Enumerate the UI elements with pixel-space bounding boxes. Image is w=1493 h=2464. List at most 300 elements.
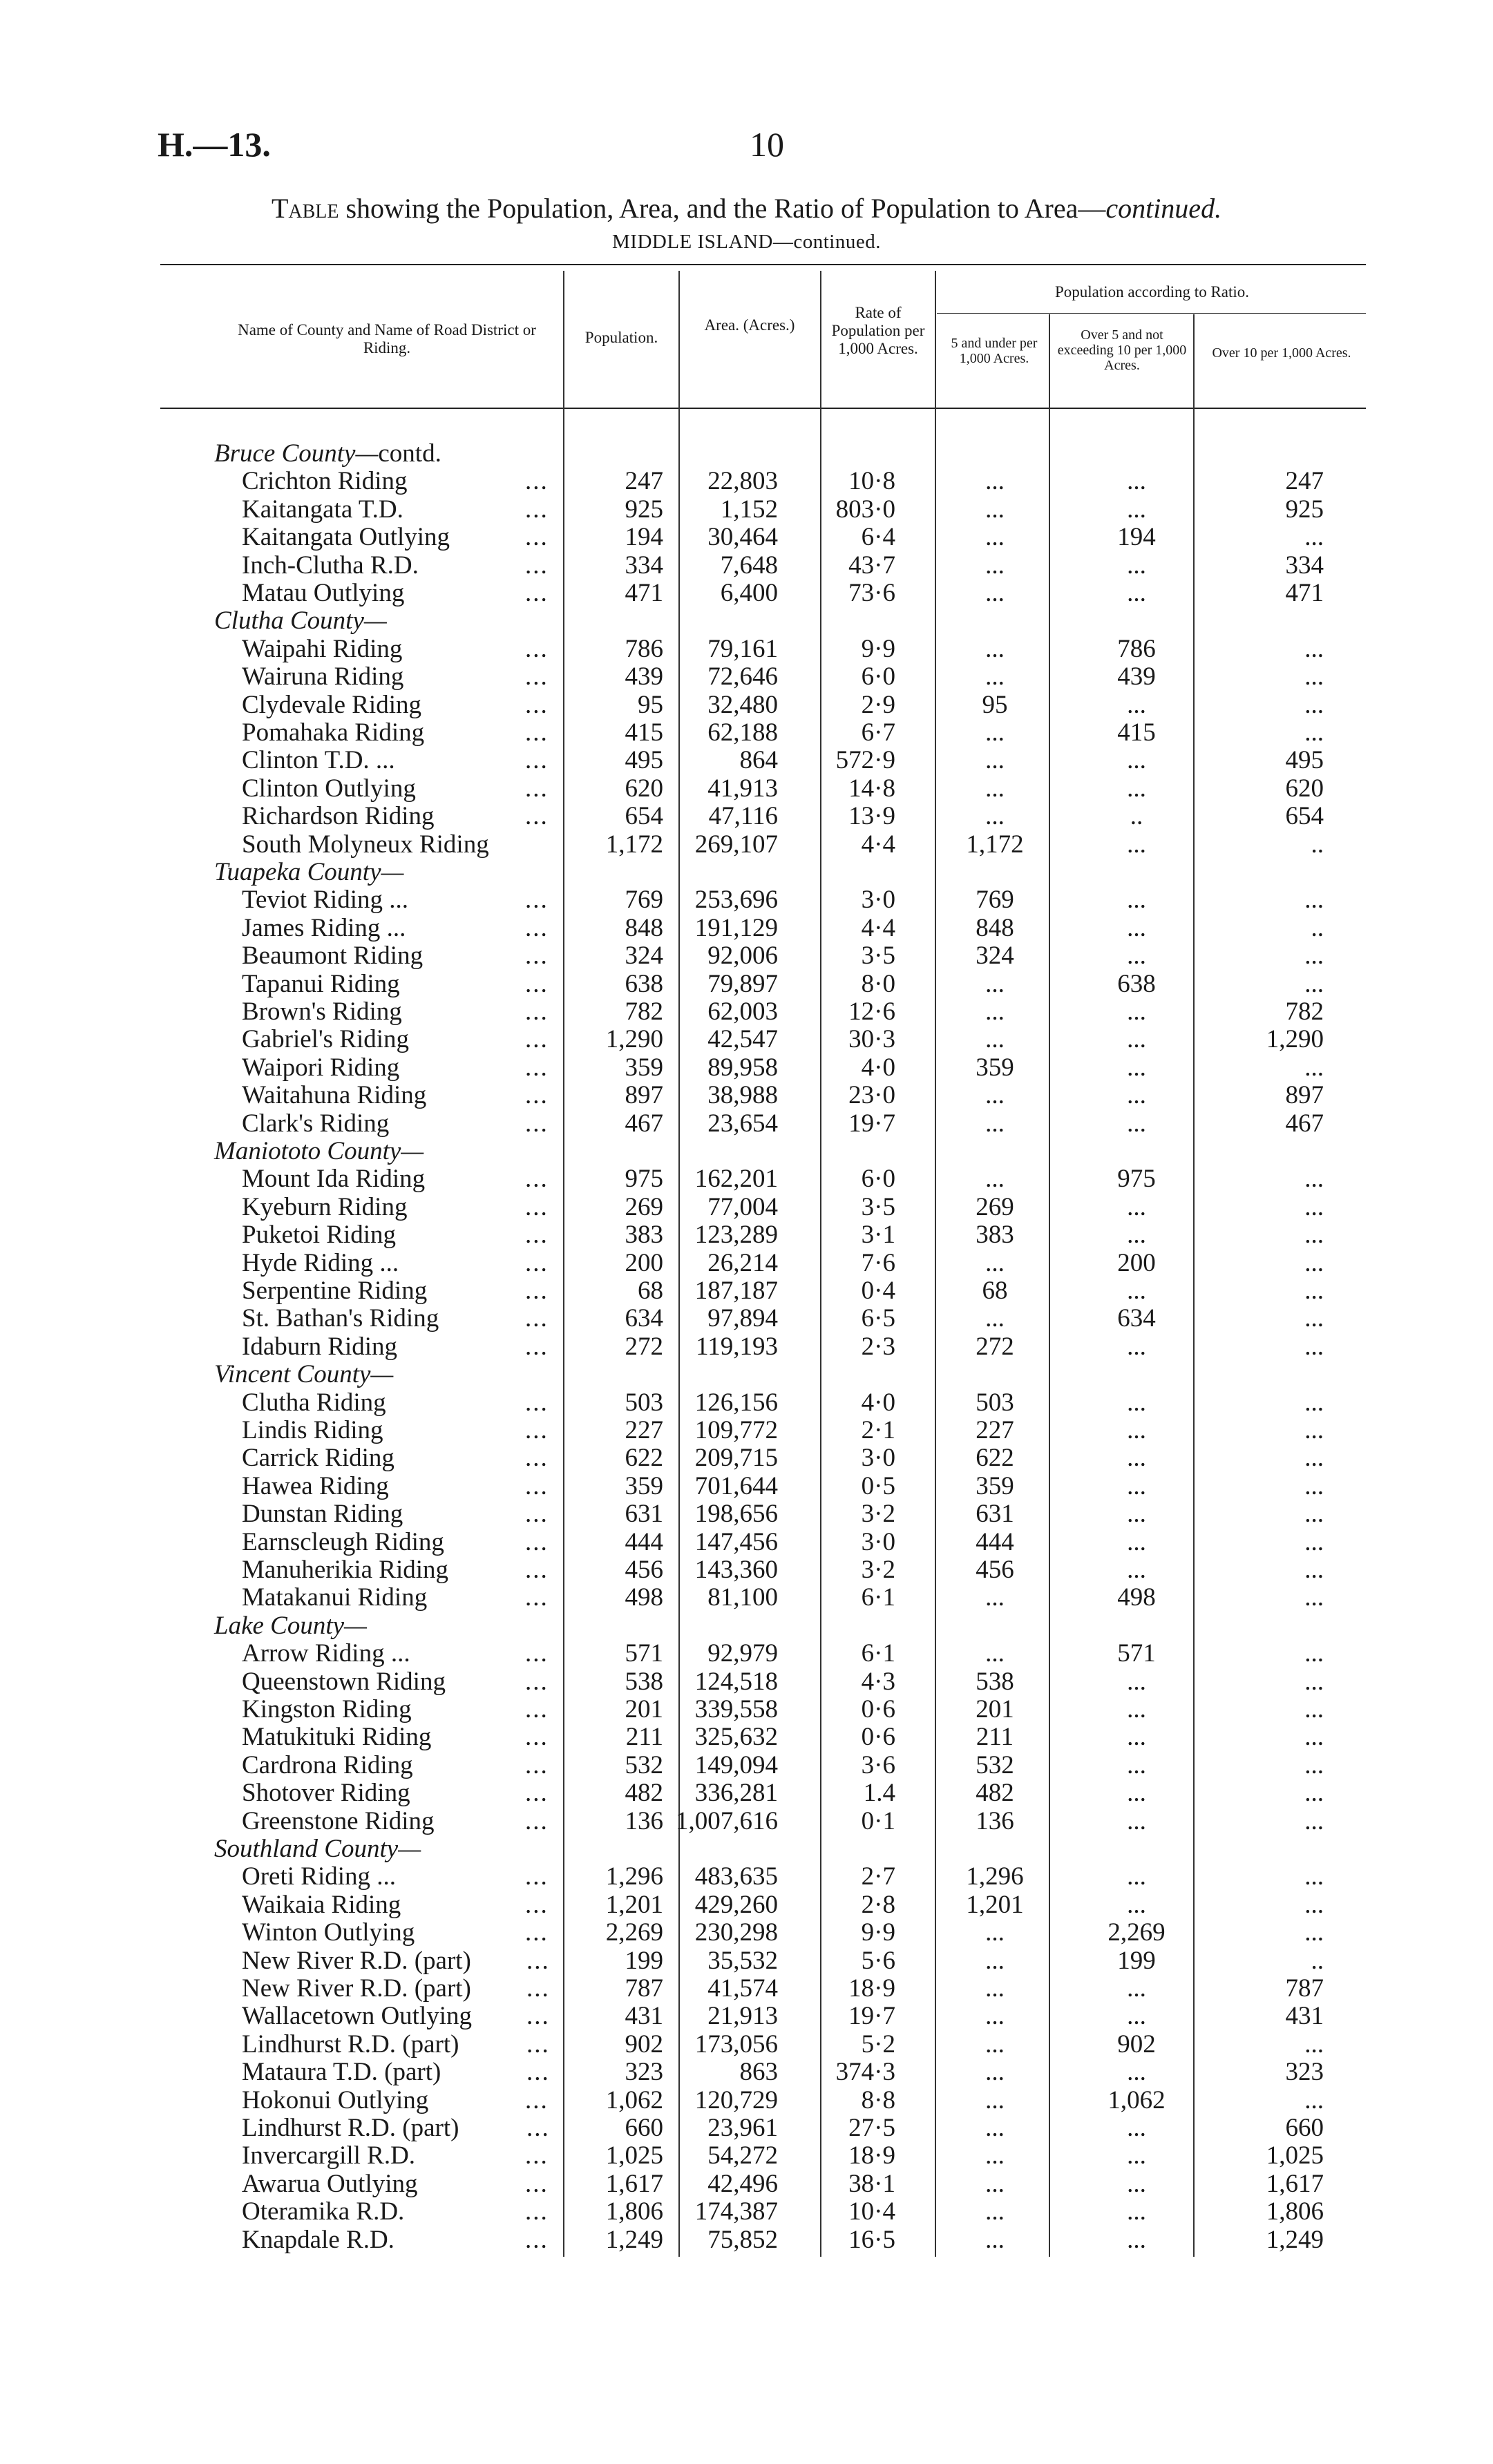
ratio-low-value: ... xyxy=(985,662,1005,691)
county-heading-row xyxy=(0,440,1493,468)
area-value: 1,007,616 xyxy=(676,1806,778,1835)
ratio-low-value: 68 xyxy=(982,1277,1008,1305)
area-value: 1,152 xyxy=(720,495,778,524)
area-value: 6,400 xyxy=(720,579,778,607)
ratio-mid-value: ... xyxy=(1127,551,1146,580)
ratio-low-value: ... xyxy=(985,551,1005,580)
leader-dots: ... xyxy=(526,1974,550,2003)
rate-value: 2·3 xyxy=(861,1332,895,1361)
district-name: Oreti Riding ... xyxy=(242,1862,397,1891)
district-name: Mataura T.D. (part) xyxy=(242,2058,441,2087)
district-name: Manuherikia Riding xyxy=(242,1556,449,1584)
table-row xyxy=(0,1333,1493,1361)
rate-value: 30·3 xyxy=(848,1025,895,1054)
ratio-low-value: ... xyxy=(985,1946,1005,1975)
ratio-low-value: ... xyxy=(985,1639,1005,1668)
table-row xyxy=(0,636,1493,663)
ratio-high-value: 787 xyxy=(1285,1974,1324,2003)
rate-value: 3·0 xyxy=(861,1444,895,1473)
rate-value: 7·6 xyxy=(861,1248,895,1277)
document-id: H.—13. xyxy=(158,125,271,164)
area-value: 81,100 xyxy=(707,1583,778,1612)
area-value: 42,496 xyxy=(707,2169,778,2198)
area-value: 162,201 xyxy=(694,1165,778,1194)
leader-dots: ... xyxy=(525,579,549,607)
county-name: Lake County— xyxy=(214,1611,367,1640)
population-value: 495 xyxy=(625,746,663,775)
ratio-low-value: ... xyxy=(985,1918,1005,1947)
ratio-low-value: 532 xyxy=(976,1750,1014,1779)
district-name: Clydevale Riding xyxy=(242,690,421,719)
rate-value: 3·5 xyxy=(861,1192,895,1221)
leader-dots: ... xyxy=(525,662,549,691)
ratio-mid-value: ... xyxy=(1127,690,1146,719)
district-name: Richardson Riding xyxy=(242,802,435,831)
county-heading-row xyxy=(0,1835,1493,1863)
population-value: 634 xyxy=(625,1304,663,1333)
ratio-mid-value: ... xyxy=(1127,1974,1146,2003)
ratio-high-value: 897 xyxy=(1285,1081,1324,1110)
leader-dots: ... xyxy=(525,1025,549,1054)
area-value: 22,803 xyxy=(707,467,778,496)
ratio-high-value: ... xyxy=(1304,1890,1324,1919)
area-value: 92,006 xyxy=(707,942,778,971)
area-value: 41,913 xyxy=(707,774,778,803)
table-row xyxy=(0,2059,1493,2086)
district-name: Dunstan Riding xyxy=(242,1500,403,1529)
page-number: 10 xyxy=(750,125,784,164)
leader-dots: ... xyxy=(525,1583,549,1612)
ratio-low-value: ... xyxy=(985,634,1005,663)
leader-dots: ... xyxy=(525,1388,549,1417)
rate-value: 8·0 xyxy=(861,969,895,998)
table-row xyxy=(0,2087,1493,2114)
population-value: 1,172 xyxy=(605,830,663,859)
district-name: Greenstone Riding xyxy=(242,1806,435,1835)
ratio-mid-value: ... xyxy=(1127,1277,1146,1305)
district-name: Oteramika R.D. xyxy=(242,2197,405,2226)
leader-dots: ... xyxy=(525,942,549,971)
district-name: Lindhurst R.D. (part) xyxy=(242,2030,459,2059)
ratio-high-value: 1,249 xyxy=(1266,2225,1324,2254)
district-name: Winton Outlying xyxy=(242,1918,415,1947)
leader-dots: ... xyxy=(525,1723,549,1752)
table-row xyxy=(0,1584,1493,1612)
rate-value: 5·2 xyxy=(861,2030,895,2059)
district-name: Kaitangata T.D. xyxy=(242,495,403,524)
ratio-low-value: ... xyxy=(985,1165,1005,1194)
rate-value: 38·1 xyxy=(848,2169,895,2198)
table-row xyxy=(0,1975,1493,2003)
header-name: Name of County and Name of Road District or Riding. xyxy=(238,321,536,356)
ratio-low-value: 324 xyxy=(976,942,1014,971)
ratio-mid-value: ... xyxy=(1127,1053,1146,1082)
area-value: 191,129 xyxy=(694,913,778,942)
rate-value: 6·5 xyxy=(861,1304,895,1333)
population-value: 1,025 xyxy=(605,2141,663,2170)
rate-value: 27·5 xyxy=(848,2114,895,2142)
area-value: 79,161 xyxy=(707,634,778,663)
area-value: 109,772 xyxy=(694,1416,778,1444)
leader-dots: ... xyxy=(525,1556,549,1584)
ratio-low-value: 1,172 xyxy=(966,830,1024,859)
leader-dots: ... xyxy=(525,1527,549,1556)
table-row xyxy=(0,1444,1493,1472)
district-name: Wairuna Riding xyxy=(242,662,404,691)
table-row xyxy=(0,1556,1493,1584)
district-name: Beaumont Riding xyxy=(242,942,424,971)
district-name: Waitahuna Riding xyxy=(242,1081,427,1110)
county-name: Tuapeka County— xyxy=(214,858,404,886)
ratio-mid-value: 571 xyxy=(1117,1639,1156,1668)
leader-dots: ... xyxy=(525,1667,549,1696)
area-value: 174,387 xyxy=(694,2197,778,2226)
population-value: 471 xyxy=(625,579,663,607)
ratio-mid-value: ... xyxy=(1127,1444,1146,1473)
ratio-high-value: ... xyxy=(1304,523,1324,552)
leader-dots: ... xyxy=(525,774,549,803)
table-row xyxy=(0,1723,1493,1751)
ratio-low-value: 482 xyxy=(976,1779,1014,1808)
district-name: Idaburn Riding xyxy=(242,1332,398,1361)
population-value: 1,201 xyxy=(605,1890,663,1919)
area-value: 77,004 xyxy=(707,1192,778,1221)
table-row xyxy=(0,831,1493,859)
table-row xyxy=(0,524,1493,551)
ratio-high-value: ... xyxy=(1304,1471,1324,1500)
population-value: 272 xyxy=(625,1332,663,1361)
rate-value: 8·8 xyxy=(861,2085,895,2114)
ratio-low-value: ... xyxy=(985,1974,1005,2003)
ratio-low-value: ... xyxy=(985,495,1005,524)
ratio-high-value: ... xyxy=(1304,1388,1324,1417)
district-name: Queenstown Riding xyxy=(242,1667,446,1696)
district-name: Tapanui Riding xyxy=(242,969,400,998)
area-value: 198,656 xyxy=(694,1500,778,1529)
rate-value: 1.4 xyxy=(863,1779,895,1808)
area-value: 89,958 xyxy=(707,1053,778,1082)
district-name: Invercargill R.D. xyxy=(242,2141,416,2170)
ratio-mid-value: ... xyxy=(1127,1471,1146,1500)
rate-value: 10·8 xyxy=(848,467,895,496)
population-value: 786 xyxy=(625,634,663,663)
table-row xyxy=(0,886,1493,914)
rate-value: 19·7 xyxy=(848,2002,895,2031)
ratio-high-value: ... xyxy=(1304,1806,1324,1835)
leader-dots: ... xyxy=(526,2114,550,2142)
ratio-mid-value: ... xyxy=(1127,1500,1146,1529)
district-name: Lindhurst R.D. (part) xyxy=(242,2114,459,2142)
population-value: 654 xyxy=(625,802,663,831)
ratio-high-value: 431 xyxy=(1285,2002,1324,2031)
ratio-mid-value: ... xyxy=(1127,1025,1146,1054)
ratio-high-value: ... xyxy=(1304,718,1324,747)
table-row xyxy=(0,1668,1493,1696)
ratio-mid-value: ... xyxy=(1127,2141,1146,2170)
area-value: 62,003 xyxy=(707,997,778,1026)
area-value: 47,116 xyxy=(708,802,778,831)
leader-dots: ... xyxy=(525,1192,549,1221)
population-value: 444 xyxy=(625,1527,663,1556)
table-row xyxy=(0,2170,1493,2198)
ratio-high-value: ... xyxy=(1304,690,1324,719)
area-value: 230,298 xyxy=(694,1918,778,1947)
ratio-low-value: ... xyxy=(985,467,1005,496)
ratio-low-value: ... xyxy=(985,2058,1005,2087)
ratio-low-value: 359 xyxy=(976,1053,1014,1082)
ratio-high-value: 247 xyxy=(1285,467,1324,496)
ratio-mid-value: ... xyxy=(1127,2114,1146,2142)
rate-value: 5·6 xyxy=(861,1946,895,1975)
ratio-high-value: 1,806 xyxy=(1266,2197,1324,2226)
table-row xyxy=(0,1305,1493,1333)
rate-value: 4·0 xyxy=(861,1053,895,1082)
population-value: 902 xyxy=(625,2030,663,2059)
table-row xyxy=(0,2226,1493,2254)
ratio-high-value: ... xyxy=(1304,1248,1324,1277)
rate-value: 6·7 xyxy=(861,718,895,747)
population-value: 2,269 xyxy=(605,1918,663,1947)
ratio-low-value: ... xyxy=(985,1583,1005,1612)
ratio-high-value: ... xyxy=(1304,1165,1324,1194)
area-value: 92,979 xyxy=(707,1639,778,1668)
leader-dots: ... xyxy=(525,1750,549,1779)
rate-value: 3·6 xyxy=(861,1750,895,1779)
table-row xyxy=(0,971,1493,998)
ratio-mid-value: 2,269 xyxy=(1107,1918,1166,1947)
ratio-high-value: 323 xyxy=(1285,2058,1324,2087)
leader-dots: ... xyxy=(525,690,549,719)
ratio-mid-value: 638 xyxy=(1117,969,1156,998)
ratio-low-value: ... xyxy=(985,969,1005,998)
district-name: Clinton Outlying xyxy=(242,774,416,803)
area-value: 35,532 xyxy=(707,1946,778,1975)
area-value: 124,518 xyxy=(694,1667,778,1696)
ratio-mid-value: 199 xyxy=(1117,1946,1156,1975)
ratio-mid-value: ... xyxy=(1127,942,1146,971)
district-name: Kingston Riding xyxy=(242,1695,412,1723)
population-value: 787 xyxy=(625,1974,663,2003)
rate-value: 6·1 xyxy=(861,1639,895,1668)
district-name: Hawea Riding xyxy=(242,1471,389,1500)
population-value: 95 xyxy=(638,690,663,719)
ratio-mid-value: ... xyxy=(1127,1527,1146,1556)
table-row xyxy=(0,1221,1493,1249)
county-name: Maniototo County— xyxy=(214,1137,424,1165)
area-value: 42,547 xyxy=(707,1025,778,1054)
ratio-low-value: 538 xyxy=(976,1667,1014,1696)
rate-value: 2·1 xyxy=(861,1416,895,1444)
rate-value: 2·7 xyxy=(861,1862,895,1891)
ratio-low-value: 456 xyxy=(976,1556,1014,1584)
area-value: 339,558 xyxy=(694,1695,778,1723)
ratio-low-value: ... xyxy=(985,1109,1005,1138)
ratio-high-value: 495 xyxy=(1285,746,1324,775)
table-row xyxy=(0,942,1493,970)
leader-dots: ... xyxy=(525,1416,549,1444)
ratio-low-value: ... xyxy=(985,718,1005,747)
rate-value: 19·7 xyxy=(848,1109,895,1138)
ratio-mid-value: 634 xyxy=(1117,1304,1156,1333)
ratio-mid-value: ... xyxy=(1127,1416,1146,1444)
rate-value: 803·0 xyxy=(835,495,895,524)
population-value: 136 xyxy=(625,1806,663,1835)
ratio-high-value: 660 xyxy=(1285,2114,1324,2142)
leader-dots: ... xyxy=(525,523,549,552)
rate-value: 10·4 xyxy=(848,2197,895,2226)
ratio-mid-value: ... xyxy=(1127,467,1146,496)
population-value: 571 xyxy=(625,1639,663,1668)
table-row xyxy=(0,915,1493,942)
ratio-low-value: 444 xyxy=(976,1527,1014,1556)
table-title-text: showing the Population, Area, and the Ratio of Population to Area— xyxy=(339,193,1106,224)
population-value: 498 xyxy=(625,1583,663,1612)
ratio-mid-value: 439 xyxy=(1117,662,1156,691)
ratio-low-value: 359 xyxy=(976,1471,1014,1500)
district-name: Pomahaka Riding xyxy=(242,718,425,747)
table-row xyxy=(0,580,1493,607)
district-name: Waipori Riding xyxy=(242,1053,400,1082)
population-value: 201 xyxy=(625,1695,663,1723)
ratio-low-value: 272 xyxy=(976,1332,1014,1361)
ratio-low-value: ... xyxy=(985,746,1005,775)
ratio-mid-value: ... xyxy=(1127,997,1146,1026)
area-value: 21,913 xyxy=(707,2002,778,2031)
leader-dots: ... xyxy=(525,2169,549,2198)
county-heading-row xyxy=(0,1138,1493,1165)
ratio-low-value: 227 xyxy=(976,1416,1014,1444)
district-name: Shotover Riding xyxy=(242,1779,410,1808)
ratio-low-value: ... xyxy=(985,997,1005,1026)
leader-dots: ... xyxy=(525,1471,549,1500)
population-value: 532 xyxy=(625,1750,663,1779)
district-name: Teviot Riding ... xyxy=(242,886,408,915)
table-row xyxy=(0,2003,1493,2030)
leader-dots: ... xyxy=(525,886,549,915)
ratio-high-value: ... xyxy=(1304,1221,1324,1250)
table-row xyxy=(0,1026,1493,1053)
ratio-high-value: .. xyxy=(1311,1946,1324,1975)
district-name: Matau Outlying xyxy=(242,579,405,607)
table-row xyxy=(0,1863,1493,1891)
table-row xyxy=(0,1082,1493,1109)
county-heading-row xyxy=(0,859,1493,886)
ratio-low-value: ... xyxy=(985,2114,1005,2142)
rate-value: 6·0 xyxy=(861,662,895,691)
header-ratio-high: Over 10 per 1,000 Acres. xyxy=(1212,345,1351,361)
table-row xyxy=(0,2142,1493,2170)
area-value: 149,094 xyxy=(694,1750,778,1779)
rate-value: 3·2 xyxy=(861,1556,895,1584)
district-name: Kaitangata Outlying xyxy=(242,523,450,552)
table-row xyxy=(0,2198,1493,2226)
area-value: 54,272 xyxy=(707,2141,778,2170)
leader-dots: ... xyxy=(525,1806,549,1835)
leader-dots: ... xyxy=(526,1946,550,1975)
district-name: Clutha Riding xyxy=(242,1388,386,1417)
population-value: 925 xyxy=(625,495,663,524)
ratio-high-value: ... xyxy=(1304,1332,1324,1361)
leader-dots: ... xyxy=(526,2002,550,2031)
rate-value: 0·5 xyxy=(861,1471,895,1500)
table-row xyxy=(0,1752,1493,1779)
rate-value: 0·6 xyxy=(861,1695,895,1723)
leader-dots: ... xyxy=(525,1639,549,1668)
ratio-mid-value: ... xyxy=(1127,1667,1146,1696)
ratio-low-value: ... xyxy=(985,1081,1005,1110)
ratio-low-value: 1,201 xyxy=(966,1890,1024,1919)
ratio-high-value: .. xyxy=(1311,913,1324,942)
table-row xyxy=(0,2114,1493,2142)
rate-value: 572·9 xyxy=(835,746,895,775)
rate-value: 3·0 xyxy=(861,886,895,915)
rate-value: 4·3 xyxy=(861,1667,895,1696)
leader-dots: ... xyxy=(526,2058,550,2087)
rate-value: 18·9 xyxy=(848,2141,895,2170)
district-name: St. Bathan's Riding xyxy=(242,1304,439,1333)
population-value: 1,296 xyxy=(605,1862,663,1891)
ratio-low-value: 631 xyxy=(976,1500,1014,1529)
ratio-high-value: ... xyxy=(1304,634,1324,663)
area-value: 23,654 xyxy=(707,1109,778,1138)
table-row xyxy=(0,747,1493,774)
table-row xyxy=(0,1808,1493,1835)
header-ratio-mid: Over 5 and not exceeding 10 per 1,000 Acres. xyxy=(1057,327,1187,373)
ratio-high-value: ... xyxy=(1304,1862,1324,1891)
rate-value: 18·9 xyxy=(848,1974,895,2003)
leader-dots: ... xyxy=(525,1081,549,1110)
population-value: 456 xyxy=(625,1556,663,1584)
leader-dots: ... xyxy=(525,1277,549,1305)
area-value: 30,464 xyxy=(707,523,778,552)
population-value: 622 xyxy=(625,1444,663,1473)
header-bottom-rule xyxy=(160,408,1366,409)
rate-value: 6·4 xyxy=(861,523,895,552)
table-row xyxy=(0,1947,1493,1975)
ratio-high-value: ... xyxy=(1304,1277,1324,1305)
ratio-high-value: ... xyxy=(1304,1444,1324,1473)
table-row xyxy=(0,1389,1493,1417)
ratio-high-value: ... xyxy=(1304,2085,1324,2114)
population-value: 359 xyxy=(625,1471,663,1500)
area-value: 75,852 xyxy=(707,2225,778,2254)
area-value: 701,644 xyxy=(694,1471,778,1500)
ratio-high-value: ... xyxy=(1304,1695,1324,1723)
ratio-high-value: 925 xyxy=(1285,495,1324,524)
leader-dots: ... xyxy=(525,802,549,831)
area-value: 126,156 xyxy=(694,1388,778,1417)
rate-value: 2·8 xyxy=(861,1890,895,1919)
ratio-high-value: ... xyxy=(1304,1918,1324,1947)
leader-dots: ... xyxy=(525,634,549,663)
population-value: 211 xyxy=(625,1723,663,1752)
table-row xyxy=(0,803,1493,830)
leader-dots: ... xyxy=(525,495,549,524)
population-value: 467 xyxy=(625,1109,663,1138)
ratio-high-value: 782 xyxy=(1285,997,1324,1026)
population-value: 323 xyxy=(625,2058,663,2087)
leader-dots: ... xyxy=(525,1918,549,1947)
ratio-mid-value: 786 xyxy=(1117,634,1156,663)
rate-value: 4·4 xyxy=(861,830,895,859)
area-value: 97,894 xyxy=(707,1304,778,1333)
ratio-low-value: ... xyxy=(985,2141,1005,2170)
district-name: Hyde Riding ... xyxy=(242,1248,399,1277)
ratio-low-value: ... xyxy=(985,2085,1005,2114)
table-row xyxy=(0,1054,1493,1082)
population-value: 503 xyxy=(625,1388,663,1417)
leader-dots: ... xyxy=(525,1332,549,1361)
